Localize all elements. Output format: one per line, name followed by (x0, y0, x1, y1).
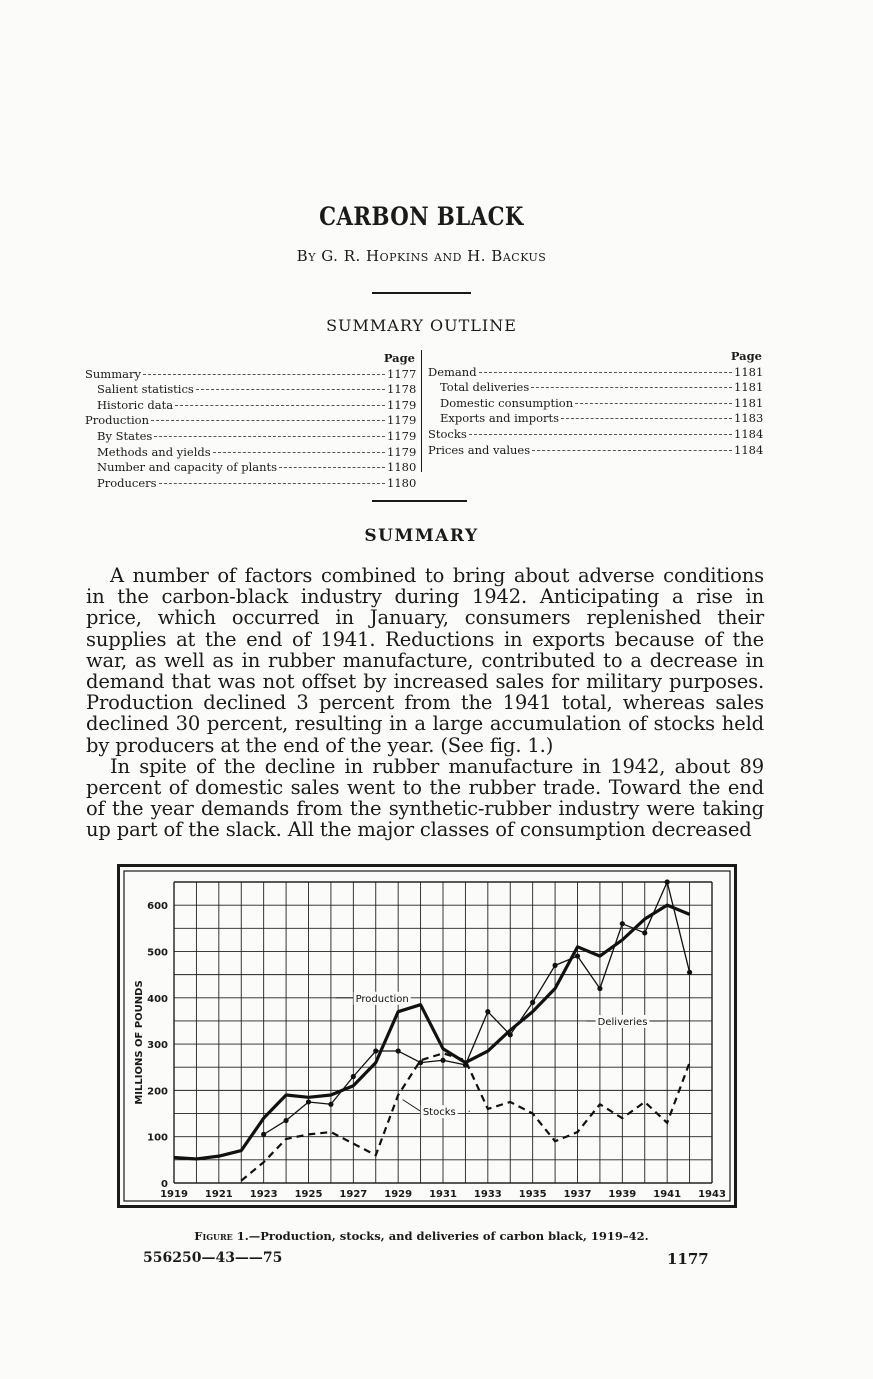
data-point-deliveries (575, 953, 580, 958)
page-title: CARBON BLACK (319, 202, 524, 231)
leader-dots (532, 438, 732, 451)
annotation-leader (403, 1100, 421, 1112)
leader-dots (561, 406, 732, 419)
leader-dots (175, 393, 385, 406)
series-line-production (174, 905, 690, 1159)
outline-entry-label: By States (97, 428, 153, 443)
leader-dots (213, 440, 385, 453)
x-tick-label: 1931 (429, 1189, 457, 1200)
caption-figure-label: Figure 1. (194, 1229, 249, 1243)
y-tick-label: 600 (147, 901, 168, 913)
leader-dots (531, 375, 732, 388)
outline-entry-page: 1178 (387, 382, 417, 397)
x-tick-label: 1923 (249, 1189, 278, 1200)
leader-dots (196, 377, 385, 390)
data-point-deliveries (530, 1000, 535, 1005)
data-point-deliveries (328, 1102, 333, 1107)
outline-entry-label: Exports and imports (440, 411, 560, 426)
data-point-deliveries (261, 1132, 266, 1137)
outline-entry-label: Domestic consumption (440, 395, 574, 410)
outline-entry-page: 1181 (734, 395, 764, 410)
page-column-label: Page (730, 349, 762, 363)
summary-heading: SUMMARY (364, 526, 479, 546)
leader-dots (479, 360, 732, 373)
outline-entry-page: 1179 (387, 444, 417, 459)
data-point-deliveries (396, 1048, 401, 1053)
outline-left-column (85, 352, 415, 489)
outline-entry-label: Summary (85, 366, 141, 381)
leader-dots (154, 424, 385, 437)
leader-dots (151, 408, 385, 421)
y-tick-label: 500 (147, 947, 168, 959)
x-tick-label: 1943 (698, 1189, 726, 1200)
x-tick-label: 1933 (473, 1189, 502, 1200)
leader-dots (279, 455, 385, 468)
x-tick-label: 1925 (294, 1189, 323, 1200)
data-point-deliveries (552, 963, 557, 968)
outline-entry-page: 1184 (734, 442, 764, 457)
y-tick-label: 400 (147, 993, 168, 1005)
data-point-deliveries (485, 1009, 490, 1014)
figure-caption (0, 1229, 843, 1243)
outline-entry-page: 1179 (387, 397, 417, 412)
caption-text: —Production, stocks, and deliveries of carbon black, 1919–42. (248, 1229, 649, 1243)
outline-entry (428, 441, 762, 457)
outline-entry (85, 474, 415, 490)
outline-entry-label: Demand (428, 364, 477, 379)
y-axis-label: MILLIONS OF POUNDS (134, 980, 145, 1105)
figure-inner-frame (124, 871, 730, 1201)
outline-entry-label: Salient statistics (97, 382, 194, 397)
x-tick-label: 1935 (518, 1189, 547, 1200)
outline-entry-page: 1180 (387, 475, 417, 490)
summary-paragraph: A number of factors combined to bring about adverse conditions in the carbon-black industry during 1942. Anticipating a rise in price, which occurred in January, consumers replenished their supplies at the end of 1941. Reductions in exports because of the war, as well as in rubber manufacture, contributed to a decrease in demand that was not offset by increased sales for military purposes. Production declined 3 percent from the 1941 total, whereas sales declined 30 percent, resulting in a large accumulation of stocks held by producers at the end of the year. (See fig. 1.) (86, 564, 764, 757)
outline-entry-page: 1183 (734, 411, 764, 426)
leader-dots (469, 422, 732, 435)
x-tick-label: 1929 (384, 1189, 413, 1200)
page-number: 1177 (667, 1250, 709, 1268)
outline-entry-page: 1181 (734, 364, 764, 379)
series-annotation: Production (355, 993, 409, 1005)
figure-frame (117, 864, 737, 1208)
data-point-deliveries (306, 1099, 311, 1104)
leader-dots (143, 362, 385, 375)
data-point-deliveries (687, 970, 692, 975)
outline-entry-label: Stocks (428, 426, 467, 441)
series-annotation: Deliveries (597, 1016, 648, 1028)
data-point-deliveries (665, 879, 670, 884)
outline-entry-page: 1180 (387, 460, 417, 475)
data-point-deliveries (440, 1058, 445, 1063)
outline-entry-label: Production (85, 413, 149, 428)
outline-entry-page: 1181 (734, 380, 764, 395)
summary-paragraph: In spite of the decline in rubber manufacture in 1942, about 89 percent of domestic sales went to the rubber trade. Toward the end of the year demands from the synthetic-rubber industry were taking up part of the slack. All the major classes of consumption decreased (86, 754, 764, 842)
page-column-label: Page (383, 351, 415, 365)
summary-body (86, 565, 764, 841)
x-tick-label: 1921 (204, 1189, 233, 1200)
data-point-deliveries (373, 1048, 378, 1053)
data-point-deliveries (642, 930, 647, 935)
leader-dots (159, 471, 385, 484)
outline-entry-page: 1179 (387, 428, 417, 443)
outline-right-column (428, 350, 762, 456)
print-code: 556250—43——75 (143, 1250, 283, 1266)
outline-divider-rule (372, 500, 467, 502)
outline-entry-page: 1177 (387, 366, 417, 381)
carbon-black-chart (120, 867, 734, 1205)
outline-entry-label: Producers (97, 475, 157, 490)
byline: By G. R. Hopkins and H. Backus (296, 247, 547, 265)
data-point-deliveries (620, 921, 625, 926)
outline-entry-label: Historic data (97, 397, 174, 412)
x-tick-label: 1939 (608, 1189, 637, 1200)
x-tick-label: 1937 (563, 1189, 592, 1200)
y-tick-label: 200 (147, 1086, 168, 1098)
data-point-deliveries (283, 1118, 288, 1123)
data-point-deliveries (508, 1032, 513, 1037)
outline-heading: SUMMARY OUTLINE (326, 316, 517, 335)
outline-divider (421, 350, 422, 472)
y-tick-label: 0 (161, 1179, 168, 1190)
x-tick-label: 1927 (339, 1189, 368, 1200)
outline-entry-label: Prices and values (428, 442, 531, 457)
leader-dots (575, 391, 732, 404)
outline-entry-label: Number and capacity of plants (97, 460, 278, 475)
outline-entry-page: 1184 (734, 426, 764, 441)
series-annotation: Stocks (422, 1107, 456, 1119)
y-tick-label: 100 (147, 1132, 168, 1144)
outline-entry-page: 1179 (387, 413, 417, 428)
data-point-deliveries (597, 986, 602, 991)
data-point-deliveries (351, 1074, 356, 1079)
y-tick-label: 300 (147, 1040, 168, 1052)
outline-entry-label: Total deliveries (440, 380, 530, 395)
x-tick-label: 1941 (653, 1189, 682, 1200)
outline-entry-label: Methods and yields (97, 444, 211, 459)
title-divider (372, 292, 471, 294)
x-tick-label: 1919 (160, 1189, 188, 1200)
